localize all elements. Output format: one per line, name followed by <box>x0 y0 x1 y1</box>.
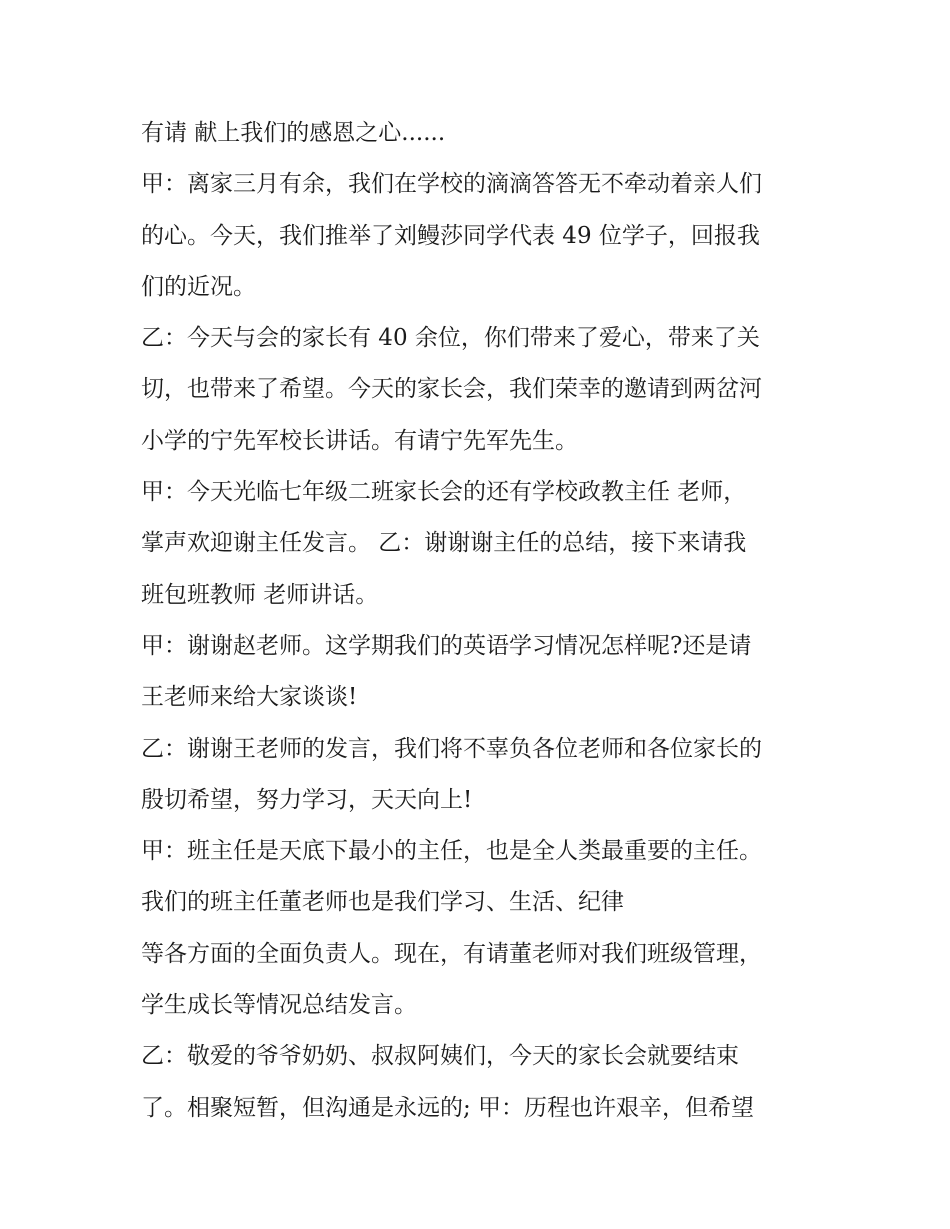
text-line: 乙：敬爱的爷爷奶奶、叔叔阿姨们，今天的家长会就要结束 <box>141 1043 739 1070</box>
text-line: 掌声欢迎谢主任发言。 乙：谢谢谢主任的总结，接下来请我 <box>141 530 747 557</box>
text-line: 切，也带来了希望。今天的家长会，我们荣幸的邀请到两岔河 <box>141 376 762 403</box>
text-line: 殷切希望，努力学习，天天向上! <box>141 786 473 813</box>
text-line: 等各方面的全面负责人。现在，有请董老师对我们班级管理， <box>141 940 762 967</box>
text-line: 我们的班主任董老师也是我们学习、生活、纪律 <box>141 889 624 916</box>
text-line: 甲：谢谢赵老师。这学期我们的英语学习情况怎样呢?还是请 <box>141 632 752 659</box>
text-line: 们的近况。 <box>141 273 256 300</box>
text-line: 的心。今天，我们推举了刘鳗莎同学代表 49 位学子，回报我 <box>141 222 760 249</box>
text-line: 乙：谢谢王老师的发言，我们将不辜负各位老师和各位家长的 <box>141 735 762 762</box>
text-line: 甲：离家三月有余，我们在学校的滴滴答答无不牵动着亲人们 <box>141 171 762 198</box>
document-body <box>141 108 821 1134</box>
text-line: 甲：班主任是天底下最小的主任，也是全人类最重要的主任。 <box>141 838 762 865</box>
text-line: 小学的宁先军校长讲话。有请宁先军先生。 <box>141 427 578 454</box>
text-line: 甲：今天光临七年级二班家长会的还有学校政教主任 老师， <box>141 479 747 506</box>
text-line: 班包班教师 老师讲话。 <box>141 581 379 608</box>
text-line: 学生成长等情况总结发言。 <box>141 992 417 1019</box>
text-line: 有请 献上我们的感恩之心...... <box>141 120 446 146</box>
text-line: 了。相聚短暂，但沟通是永远的; 甲：历程也许艰辛，但希望 <box>141 1094 755 1121</box>
text-line: 王老师来给大家谈谈! <box>141 684 358 711</box>
text-line: 乙：今天与会的家长有 40 余位，你们带来了爱心，带来了关 <box>141 325 760 352</box>
